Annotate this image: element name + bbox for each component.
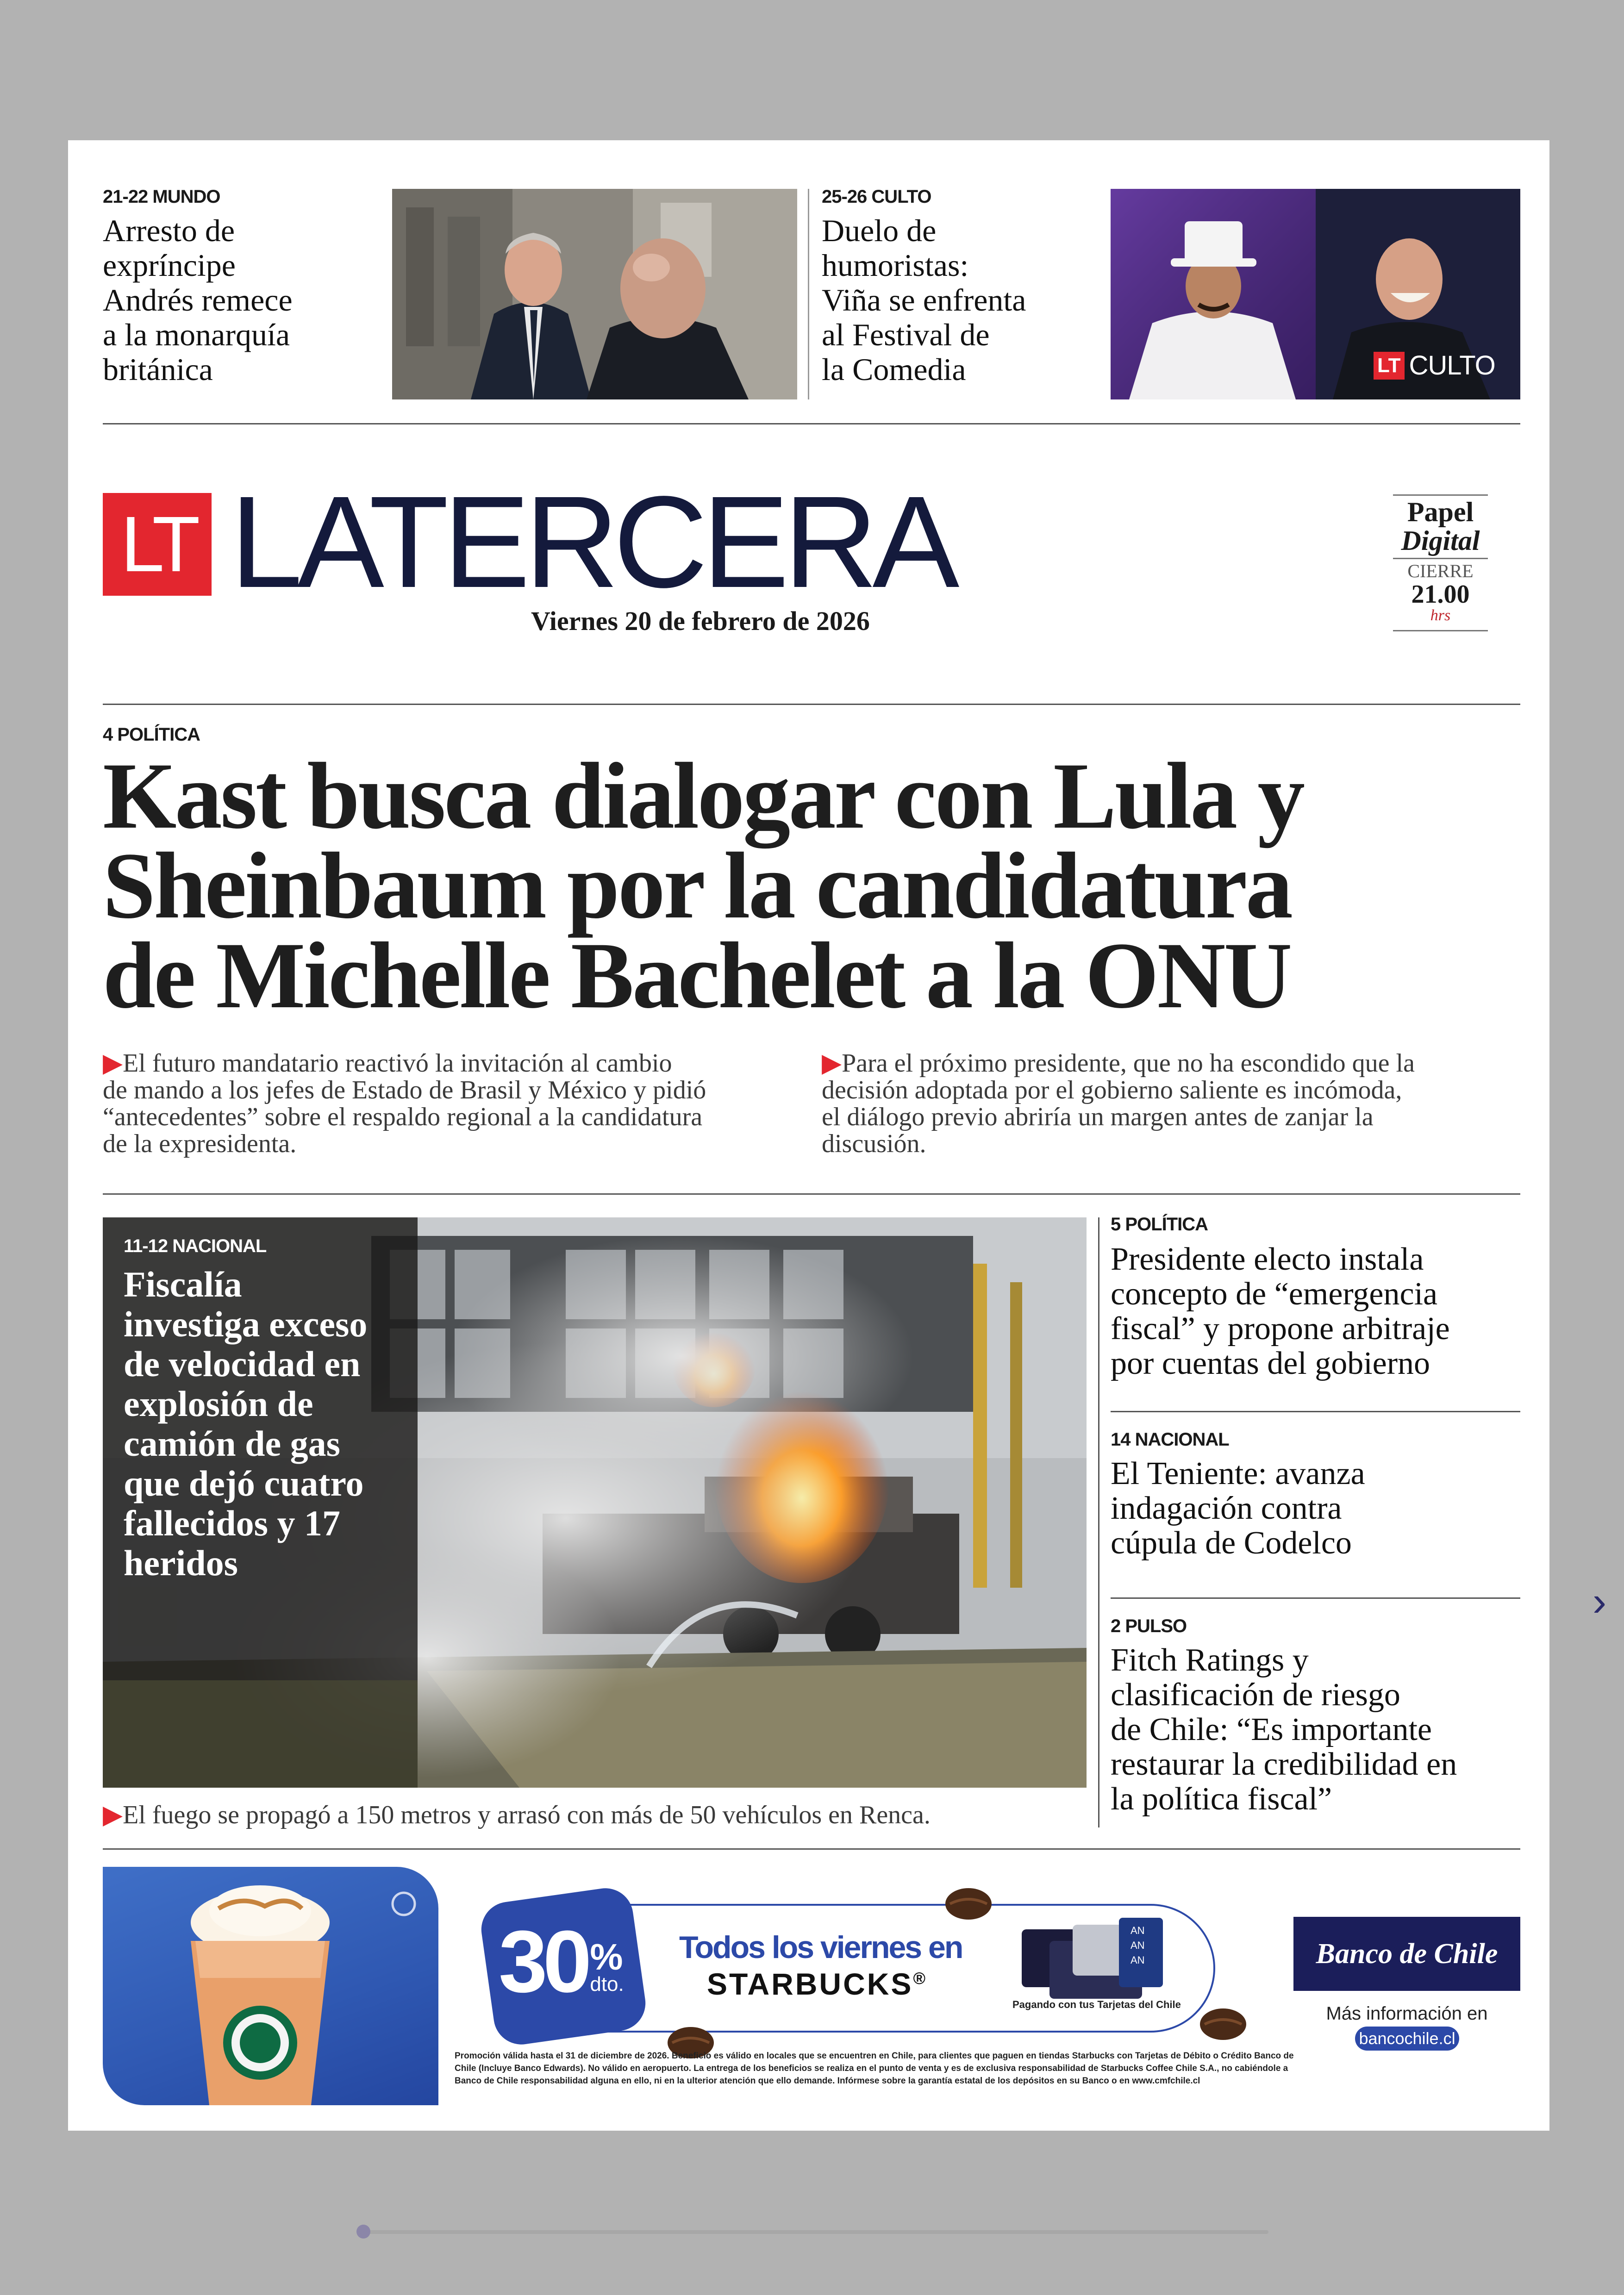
newspaper-page [68,140,1549,2131]
ad-headline-1: Todos los viernes en [679,1930,962,1965]
side-rule-1 [1111,1411,1520,1412]
fire-photo[interactable] [103,1217,1087,1788]
culto-badge [1374,350,1495,381]
bank-more-info: Más información en [1326,2003,1488,2024]
edition-papel: Papel [1407,497,1474,527]
frappuccino-cup-icon [103,1867,438,2105]
edition-time: 21.00 [1411,580,1470,609]
top-story-2-headline[interactable]: Duelo de humoristas: Viña se enfrenta al Festival de la Comedia [822,213,1026,387]
culto-badge-logo: LT [1374,352,1405,380]
page-slider-handle[interactable] [356,2225,370,2239]
bullet-triangle-icon: ▶ [822,1049,842,1078]
ad-percent: % [590,1936,623,1977]
ad-headline-2: STARBUCKS® [707,1967,925,2001]
main-story-lead-left: ▶El futuro mandatario reactivó la invitación al cambio de mando a los jefes de Estado de Brasil y México y pidió “antecedentes” sobre el respaldo regional a la candidatura de la expresidenta. [103,1049,706,1158]
side-story-1-headline[interactable]: Presidente electo instala concepto de “emergencia fiscal” y propone arbitraje por cuentas del gobierno [1111,1241,1450,1381]
ad-rule [103,1848,1520,1850]
masthead-logo-mark[interactable]: LT [103,493,212,596]
masthead-rule [103,704,1520,705]
edition-box[interactable] [1393,494,1488,631]
main-story-lead-right: ▶Para el próximo presidente, que no ha escondido que la decisión adoptada por el gobierno saliente es incómoda, el diálogo previo abriría un margen antes de zanjar la discusión. [822,1049,1415,1158]
top-rule [103,423,1520,424]
credit-cards-icon [1012,1915,1165,2013]
ad-cards-caption: Pagando con tus Tarjetas del Chile [1012,1999,1181,2010]
svg-text:AN: AN [1131,1940,1145,1951]
ad-starbucks-image[interactable] [103,1867,438,2105]
edition-hrs: hrs [1430,607,1451,624]
ad-fine-print: Promoción válida hasta el 31 de diciembre de 2026. Beneficio es válido en locales que se encuentren en Chile, para clientes que paguen en tiendas Starbucks con Tarjetas de Débito o Crédito Banco de Chile (Incluye Banco Edwards). No válido en aeropuerto. La entrega de los beneficios se realiza en el punto de venta y es de exclusiva responsabilidad de Starbucks Coffee Chile S.A., no cabiéndole a Banco de Chile responsabilidad alguna en ello, ni en la ulterior atención que ello demande. Infórmese sobre la garantía estatal de los depósitos en su Banco o en www.cmfchile.cl [455,2051,1294,2086]
ad-dto: dto. [590,1973,624,1996]
main-story-kicker: 4 POLÍTICA [103,724,200,745]
top-story-1-kicker: 21-22 MUNDO [103,187,220,207]
photo-story-kicker: 11-12 NACIONAL [124,1236,267,1256]
side-story-2-headline[interactable]: El Teniente: avanza indagación contra cúpula de Codelco [1111,1456,1365,1561]
page-slider-track[interactable] [361,2230,1268,2234]
ad-discount [499,1913,624,2011]
bank-logo[interactable]: Banco de Chile [1293,1917,1520,1991]
top-story-2-kicker: 25-26 CULTO [822,187,931,207]
top-story-1-photo[interactable] [392,189,797,399]
top-divider [808,189,809,399]
side-story-2-kicker: 14 NACIONAL [1111,1429,1229,1450]
svg-text:AN: AN [1131,1954,1145,1966]
edition-digital: Digital [1393,526,1488,559]
side-rule-2 [1111,1597,1520,1599]
ad-discount-number: 30 [499,1913,587,2011]
culto-badge-text: CULTO [1409,350,1495,380]
side-story-3-headline[interactable]: Fitch Ratings y clasificación de riesgo de Chile: “Es importante restaurar la credibilidad en la política fiscal” [1111,1642,1457,1817]
edition-cierre: CIERRE [1407,561,1474,581]
coffee-bean-icon [1198,2006,1249,2043]
masthead-date: Viernes 20 de febrero de 2026 [531,606,870,636]
bullet-triangle-icon: ▶ [103,1049,123,1078]
top-story-1-headline[interactable]: Arresto de expríncipe Andrés remece a la monarquía británica [103,213,293,387]
top-story-2-photo[interactable] [1111,189,1520,399]
photo-story-headline[interactable]: Fiscalía investiga exceso de velocidad en explosión de camión de gas que dejó cuatro fallecidos y 17 heridos [124,1264,368,1583]
royal-photo-illustration [392,189,797,399]
main-story-rule [103,1193,1520,1195]
main-story-headline[interactable]: Kast busca dialogar con Lula y Sheinbaum por la candidatura de Michelle Bachelet a la ONU [103,743,1303,1028]
side-story-1-kicker: 5 POLÍTICA [1111,1214,1208,1235]
bullet-triangle-icon: ▶ [103,1801,123,1829]
svg-text:AN: AN [1131,1925,1145,1936]
side-story-3-kicker: 2 PULSO [1111,1616,1187,1636]
next-page-arrow[interactable]: › [1593,1578,1606,1625]
photo-caption: ▶El fuego se propagó a 150 metros y arrasó con más de 50 vehículos en Renca. [103,1801,931,1829]
bank-site-link[interactable]: bancochile.cl [1355,2027,1459,2051]
side-column-divider [1098,1217,1099,1827]
coffee-bean-icon [943,1885,994,1922]
masthead-title[interactable]: LATERCERA [230,469,954,615]
